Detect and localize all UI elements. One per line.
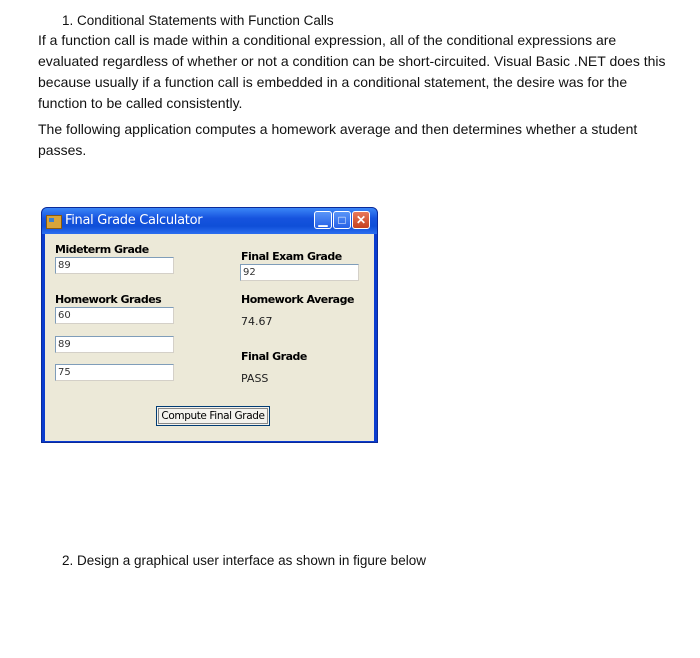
final-exam-grade-label: Final Exam Grade	[241, 250, 342, 263]
homework-average-value: 74.67	[241, 315, 273, 328]
midterm-grade-input[interactable]: 89	[55, 257, 174, 274]
final-grade-label: Final Grade	[241, 350, 307, 363]
close-icon[interactable]: ✕	[352, 211, 370, 229]
homework-grades-label: Homework Grades	[55, 293, 162, 306]
final-exam-grade-input[interactable]: 92	[240, 264, 359, 281]
homework-grade-3-input[interactable]: 75	[55, 364, 174, 381]
section-1-paragraph-1: If a function call is made within a conditional expression, all of the conditional expressions are evaluated regardless of whether or not a condition can be short-circuited. Visual Basic .NET does this because usually if a function call is embedded in a conditional statement, the desire was for the function to be called consistently.	[38, 32, 666, 111]
final-grade-calculator-window	[41, 207, 378, 443]
compute-final-grade-button[interactable]: Compute Final Grade	[156, 406, 270, 426]
homework-grade-1-input[interactable]: 60	[55, 307, 174, 324]
minimize-icon[interactable]: ▁	[314, 211, 332, 229]
app-icon	[46, 215, 62, 229]
section-1-heading: 1. Conditional Statements with Function Calls	[62, 13, 334, 28]
maximize-icon[interactable]: □	[333, 211, 351, 229]
midterm-grade-label: Mideterm Grade	[55, 243, 149, 256]
window-title: Final Grade Calculator	[65, 213, 203, 228]
window-client-area	[45, 234, 374, 441]
section-1-paragraph-2: The following application computes a homework average and then determines whether a student passes.	[38, 121, 638, 158]
homework-grade-2-input[interactable]: 89	[55, 336, 174, 353]
homework-average-label: Homework Average	[241, 293, 354, 306]
window-title-bar[interactable]	[42, 208, 377, 234]
section-2-heading: 2. Design a graphical user interface as shown in figure below	[62, 553, 426, 568]
final-grade-value: PASS	[241, 372, 269, 385]
